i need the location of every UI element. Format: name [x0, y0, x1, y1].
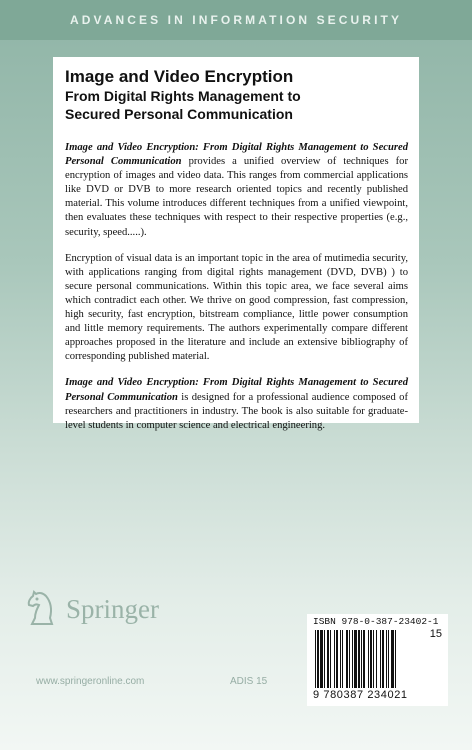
- description-paragraph-3: [65, 376, 408, 432]
- barcode-stripe: [354, 630, 357, 688]
- barcode-stripe: [352, 630, 353, 688]
- barcode-stripe: [320, 630, 323, 688]
- barcode-number: 9 780387 234021: [313, 689, 408, 701]
- barcode-stripe: [358, 630, 360, 688]
- publisher-name: Springer: [66, 594, 159, 624]
- barcode-stripe: [368, 630, 369, 688]
- paragraph-3-title-italic: Image and Video Encryption: From Digital Rights Management to Secured Personal Communication: [65, 377, 408, 403]
- series-title: ADVANCES IN INFORMATION SECURITY: [69, 13, 403, 27]
- barcode-stripe: [346, 630, 348, 688]
- series-banner: [0, 0, 472, 40]
- book-subtitle-line2: Secured Personal Communication: [65, 106, 293, 122]
- paragraph-3-text: is designed for a professional audience composed of researchers and practitioners in industry. The book is also suitable for graduate-level students in computer science and electrical engineering.: [65, 391, 409, 431]
- barcode-stripe: [317, 630, 319, 688]
- barcode-stripe: [382, 630, 384, 688]
- price-code: 15: [429, 628, 442, 640]
- barcode-stripe: [388, 630, 389, 688]
- barcode-stripe: [361, 630, 362, 688]
- book-subtitle-line1: From Digital Rights Management to: [65, 88, 301, 104]
- barcode-stripe: [373, 630, 374, 688]
- barcode-stripe: [342, 630, 343, 688]
- barcode-stripe: [370, 630, 372, 688]
- barcode-stripe: [376, 630, 377, 688]
- barcode-stripe: [363, 630, 365, 688]
- description-body: [65, 141, 408, 433]
- description-paragraph-2: Encryption of visual data is an important topic in the area of mutimedia security, with applications ranging from digital rights management (DVD, DVB) ) to secure personal communications. Within this topic area, we face several aims which contradict each other. We thrive on good compression, fast compression, high security, fast encryption, bitstream compliance, little power consumption and little memory requirements. The authors experimentally compare different approaches proposed in the literature and include an extensive bibliography of corresponding published material.: [65, 252, 408, 363]
- series-number: ADIS 15: [230, 676, 268, 687]
- barcode-stripe: [386, 630, 387, 688]
- barcode-stripe: [324, 630, 325, 688]
- isbn: ISBN 978-0-387-23402-1: [313, 616, 439, 627]
- barcode-stripe: [327, 630, 329, 688]
- barcode-stripe: [336, 630, 338, 688]
- barcode-stripe: [330, 630, 331, 688]
- barcode-stripe: [349, 630, 350, 688]
- knight-chess-piece-icon: [24, 588, 60, 628]
- barcode: [313, 630, 425, 688]
- barcode-stripe: [391, 630, 394, 688]
- barcode-stripe: [340, 630, 341, 688]
- book-title: Image and Video Encryption: [65, 67, 294, 86]
- barcode-stripe: [395, 630, 396, 688]
- publisher-website: www.springeronline.com: [36, 676, 145, 687]
- paragraph-1-text: provides a unified overview of techniques for encryption of images and video data. This ranges from commercial applications like DVD or DVB to more research oriented topics and recently published material. This volume introduces different techniques from a unified viewpoint, then evaluates these techniques with respect to their respective properties (e.g., security, speed.....).: [65, 156, 408, 238]
- publisher-logo: [24, 588, 194, 628]
- barcode-stripe: [380, 630, 381, 688]
- description-paragraph-1: [65, 141, 408, 240]
- barcode-stripe: [334, 630, 335, 688]
- barcode-stripe: [315, 630, 316, 688]
- description-panel: [53, 57, 419, 431]
- paragraph-1-title-italic: Image and Video Encryption: From Digital Rights Management to Secured Personal Communication: [65, 142, 408, 168]
- barcode-panel: [307, 614, 448, 706]
